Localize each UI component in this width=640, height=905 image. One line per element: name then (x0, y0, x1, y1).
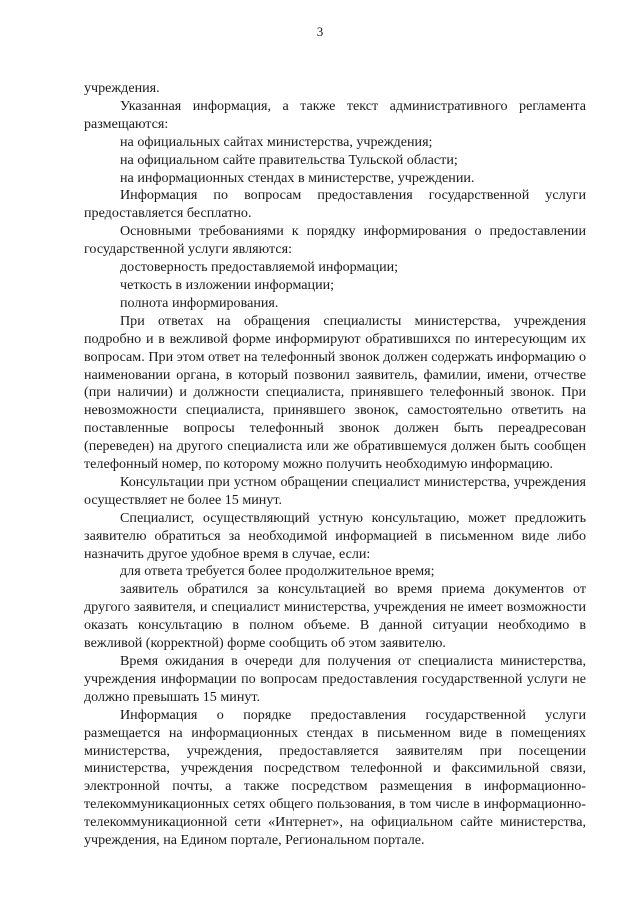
paragraph: При ответах на обращения специалисты министерства, учреждения подробно и в вежливой форме информируют обратившихся по интересующим их вопросам. При этом ответ на телефонный звонок должен содержать информацию о наименовании органа, в который позвонил заявитель, фамилии, имени, отчестве (при наличии) и должности специалиста, принявшего телефонный звонок. При невозможности специалиста, принявшего звонок, самостоятельно ответить на поставленные вопросы телефонный звонок должен быть переадресован (переведен) на другого специалиста или же обратившемуся должен быть сообщен телефонный номер, по которому можно получить необходимую информацию. (84, 312, 586, 473)
list-item: для ответа требуется более продолжительное время; (120, 563, 435, 580)
page-number: 3 (316, 24, 324, 39)
paragraph: учреждения. (84, 80, 160, 96)
paragraph: Специалист, осуществляющий устную консультацию, может предложить заявителю обратиться за необходимой информацией в письменном виде либо назначить другое удобное время в случае, если: (84, 509, 586, 562)
list-item: достоверность предоставляемой информации; (120, 259, 399, 276)
paragraph: Информация по вопросам предоставления государственной услуги предоставляется бесплатно. (84, 187, 586, 222)
list-item: полнота информирования. (120, 294, 279, 311)
paragraph: Время ожидания в очереди для получения от специалиста министерства, учреждения информации по вопросам предоставления государственной услуги не должно превышать 15 минут. (84, 653, 586, 705)
document-body (84, 80, 586, 850)
paragraph: Консультации при устном обращении специалист министерства, учреждения осуществляет не более 15 минут. (84, 473, 586, 508)
list-item: четкость в изложении информации; (120, 276, 335, 293)
list-item: на официальных сайтах министерства, учреждения; (120, 133, 433, 150)
paragraph: Указанная информация, а также текст административного регламента размещаются: (84, 97, 586, 132)
list-item: на официальном сайте правительства Тульской области; (120, 151, 458, 168)
list-item: на информационных стендах в министерстве, учреждении. (120, 169, 475, 186)
paragraph: Основными требованиями к порядку информирования о предоставлении государственной услуги являются: (84, 223, 586, 258)
list-item: заявитель обратился за консультацией во время приема документов от другого заявителя, и специалист министерства, учреждения не имеет возможности оказать консультацию в полном объеме. В данной ситуации необходимо в вежливой (корректной) форме сообщить об этом заявителю. (84, 581, 586, 652)
paragraph: Информация о порядке предоставления государственной услуги размещается на информационных стендах в письменном виде в помещениях министерства, учреждения, предоставляется заявителям при посещении министерства, учреждения посредством телефонной и факсимильной связи, электронной почты, а также посредством размещения в информационно-телекоммуникационных сетях общего пользования, в том числе в информационно-телекоммуникационной сети «Интернет», на официальном сайте министерства, учреждения, на Едином портале, Региональном портале. (84, 706, 586, 849)
